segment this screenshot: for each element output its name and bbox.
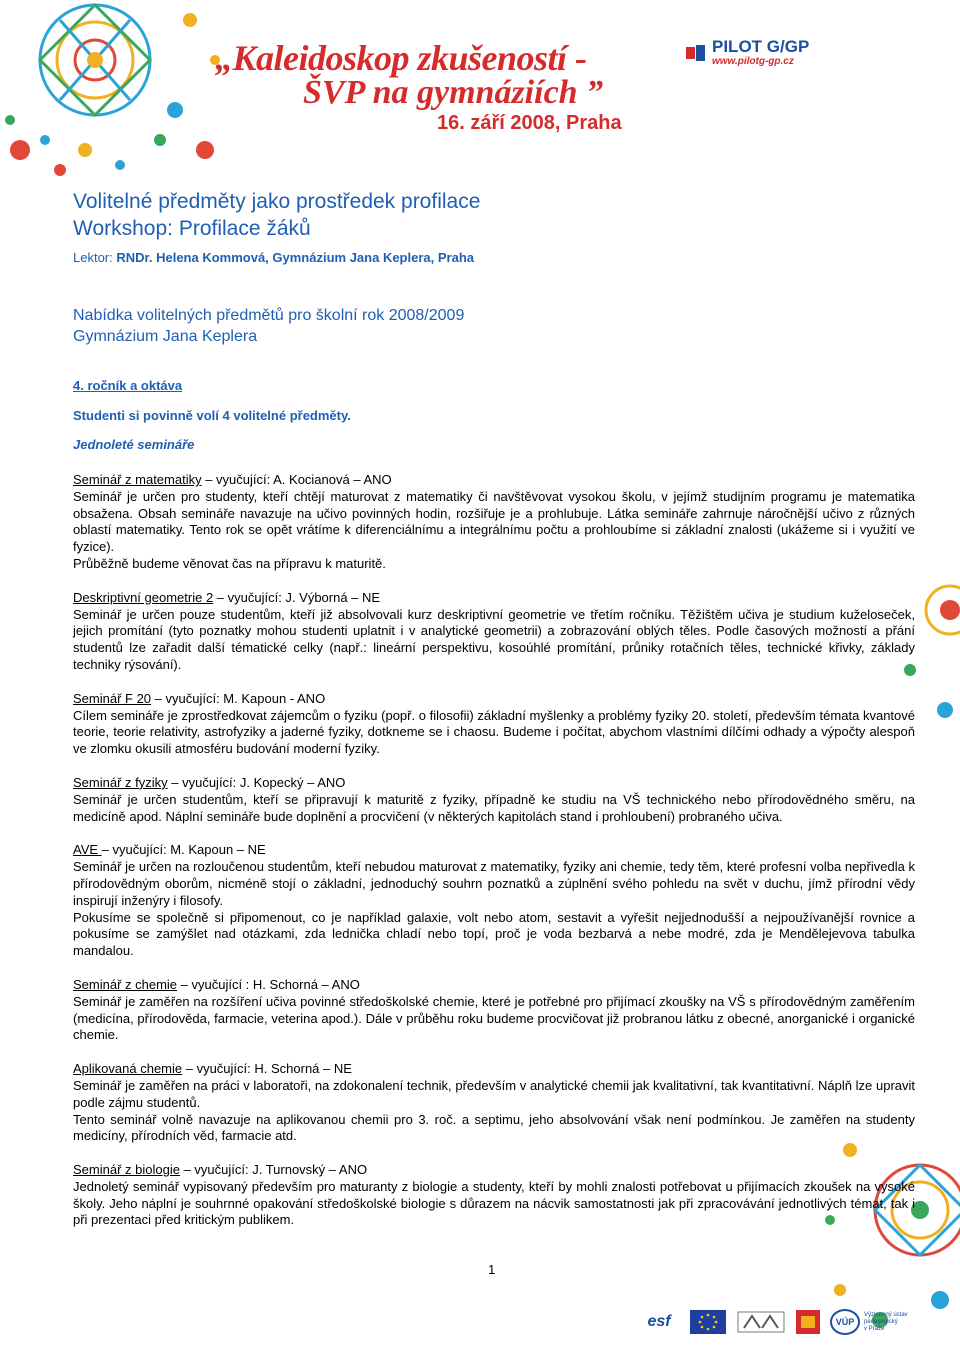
seminar-description [73,792,915,826]
seminar-name: Aplikovaná chemie [73,1061,183,1077]
seminar-paragraph: Jednoletý seminář vypisovaný především pro maturanty z biologie a studenty, kteří by mohli znalosti potřebovat u přijímacích zkoušek na vysoké školy. Jeho náplní je souhrnné opakování středoškolské biologie s důrazem na nácvik samostatnosti jak při zpracovávání jednotlivých témat, tak i při prezentaci před kritickým publikem. [73,1178,915,1228]
choice-note: Studenti si povinně volí 4 volitelné předměty. [73,408,351,423]
seminar-list [73,472,915,1229]
offer-line2: Gymnázium Jana Keplera [73,328,258,345]
seminar-paragraph: Průběžně budeme věnovat čas na přípravu k maturitě. [73,555,386,571]
seminar-meta: – vyučující : H. Schorná – ANO [177,976,360,992]
seminar-paragraph: Cílem semináře je zprostředkovat zájemcům o fyziku (popř. o filosofii) základní myšlenky a problémy fyziky 20. století, především témata kvantové teorie, teorie relativity, astrofyziky a jaderné fyziky, dotkneme se i chaosu. Budeme i počítat, abychom vlastními dílčími odhady a výpočty alespoň ve zlomku okusili atmosféru budování moderní fyziky. [73,707,915,757]
seminar-paragraph: Seminář je určen na rozloučenou studentům, kteří nebudou maturovat z matematiky, fyziky ani chemie, tedy těm, které profesní volba nepřivedla k přírodovědným oborům, nicméně stojí o základní, jednoduchý souhrn poznatků a zúplnění svého pohledu na svět v duchu, jímž přírodní vědy inspirují inženýry i filosofy. [73,859,915,908]
vup-text-2: pedagogický [864,1318,898,1325]
seminar-section [73,691,915,758]
event-banner [215,40,622,135]
seminar-section [73,1162,915,1229]
seminar-name: Seminář z fyziky [73,774,168,790]
seminar-section [73,775,915,825]
seminar-header [73,691,915,708]
ministry-emblem-icon [736,1310,786,1334]
esf-logo [638,1310,680,1334]
seminar-name: Seminář F 20 [73,690,152,706]
vup-label: VÚP [830,1309,860,1335]
seminar-name: Deskriptivní geometrie 2 [73,589,214,605]
pilot-logo [686,38,809,67]
seminar-meta: – vyučující: J. Turnovský – ANO [179,1162,368,1178]
lector-label: Lektor: [73,250,117,265]
page-number: 1 [488,1262,496,1277]
offer-heading [73,305,915,347]
seminar-header [73,977,915,994]
kaleidoscope-ornament [0,0,240,185]
seminar-section [73,842,915,960]
seminar-section [73,472,915,573]
pilot-web: www.pilotg-gp.cz [712,56,794,67]
eu-flag-icon [690,1310,726,1334]
seminar-description [73,1179,915,1229]
seminar-meta: – vyučující: H. Schorná – NE [182,1061,352,1077]
seminar-paragraph: Seminář je zaměřen na rozšíření učiva povinné středoškolské chemie, které je potřebné pro přijímací zkoušky na VŠ s přírodovědným zaměřením (medicína, přírodověda, farmacie, veterina apod.). Dále v průběhu roku budeme procvičovat již probranou látku z obecné, anorganické i organické chemie. [73,993,915,1043]
seminar-description [73,708,915,758]
seminar-name: Seminář z matematiky [73,472,202,487]
seminar-header [73,1162,915,1179]
pilot-name: PILOT G/GP [712,37,810,56]
lector-name: RNDr. Helena Kommová, Gymnázium Jana Keplera, Praha [116,250,474,265]
seminar-meta: – vyučující: J. Kopecký – ANO [167,774,346,790]
vup-logo [830,1310,908,1334]
lector-line [73,250,915,265]
seminar-description [73,607,915,674]
seminar-header [73,842,915,859]
document-body [73,188,915,1229]
seminar-paragraph: Pokusíme se společně si připomenout, co je například galaxie, volt nebo atom, sestavit a vyřešit nejjednodušší a nejpoužívanější rovnice a pokusíme se zamýšlet nad otázkami, zda lednička chladí nebo topí, proč je voda bezbarvá a nebe modré, zda je Mendělejevova tabulka mandalou. [73,909,915,959]
seminar-meta: – vyučující: M. Kapoun – NE [101,842,266,858]
banner-title-line1: „Kaleidoskop zkušeností - [215,38,587,78]
banner-date: 16. září 2008, Praha [437,112,622,134]
seminar-header [73,1061,915,1078]
prague-emblem-icon [796,1310,820,1334]
seminar-description [73,489,915,573]
grade-heading: 4. ročník a oktáva [73,378,183,393]
seminar-description [73,859,915,960]
seminar-description [73,1078,915,1145]
seminar-paragraph: Seminář je určen studentům, kteří se připravují k maturitě z fyziky, případně ke studiu na VŠ technického nebo přírodovědného směru, na medicíně apod. Náplní semináře bude doplnění a procvičení (v některých kapitolách stand i prohloubení) probraného učiva. [73,791,915,824]
title-line2: Workshop: Profilace žáků [73,217,311,240]
seminar-header [73,590,915,607]
seminar-paragraph: Tento seminář volně navazuje na aplikovanou chemii pro 3. roč. a septimu, jeho absolvování však není podmínkou. Je zaměřen na studenty medicíny, přírodních věd, farmacie atd. [73,1111,915,1144]
banner-title-line2: ŠVP na gymnáziích ” [303,74,604,111]
seminar-meta: – vyučující: M. Kapoun - ANO [151,690,326,706]
title-line1: Volitelné předměty jako prostředek profilace [73,190,481,213]
seminar-paragraph: Seminář je zaměřen na práci v laboratoři, na zdokonalení technik, především v analytické chemii jak kvalitativní, tak kvantitativní. Náplň lze upravit podle zájmu studentů. [73,1077,915,1110]
seminar-meta: – vyučující: J. Výborná – NE [213,589,381,605]
seminar-description [73,994,915,1044]
offer-line1: Nabídka volitelných předmětů pro školní rok 2008/2009 [73,307,465,324]
pilot-flag-icon [686,43,706,63]
seminar-meta: – vyučující: A. Kocianová – ANO [201,472,392,487]
seminar-name: Seminář z chemie [73,976,178,992]
seminar-section [73,590,915,674]
seminar-name: Seminář z biologie [73,1162,180,1178]
esf-label: esf [647,1313,671,1330]
seminars-subheading: Jednoleté semináře [73,437,195,452]
vup-text-3: v Praze [864,1325,885,1332]
document-title [73,188,915,242]
seminar-header [73,775,915,792]
seminar-section [73,1061,915,1145]
seminar-section [73,977,915,1044]
seminar-paragraph: Seminář je určen pouze studentům, kteří již absolvovali kurz deskriptivní geometrie ve třetím ročníku. Těžištěm učiva je studium kuželoseček, jejich promítání (tyto poznatky mohou studenti uplatnit i v analytické geometrii) a zobrazování oblých těles. Podle časových možností a přání studentů lze zařadit další tématické celky (např.: lineární perspektivu, kosoúhlé promítání, průniky rotačních těles, technické křivky, základy techniky rýsování). [73,606,915,672]
seminar-header [73,472,915,489]
seminar-paragraph: Seminář je určen pro studenty, kteří chtějí maturovat z matematiky či navštěvovat vysokou školu, v jejímž studijním programu je matematika obsažena. Obsah semináře navazuje na učivo povinných hodin, rozšiřuje je a prohlubuje. Látka semináře zahrnuje náročnější učivo z různých oblastí matematiky. Tento rok se opět vrátíme k diferenciálnímu a integrálnímu počtu a prohloubíme si základní znalosti (ukážeme si i využití ve fyzice). [73,488,915,555]
footer-logos [638,1310,908,1334]
seminar-name: AVE [73,842,102,858]
vup-text-1: Výzkumný ústav [864,1311,908,1318]
